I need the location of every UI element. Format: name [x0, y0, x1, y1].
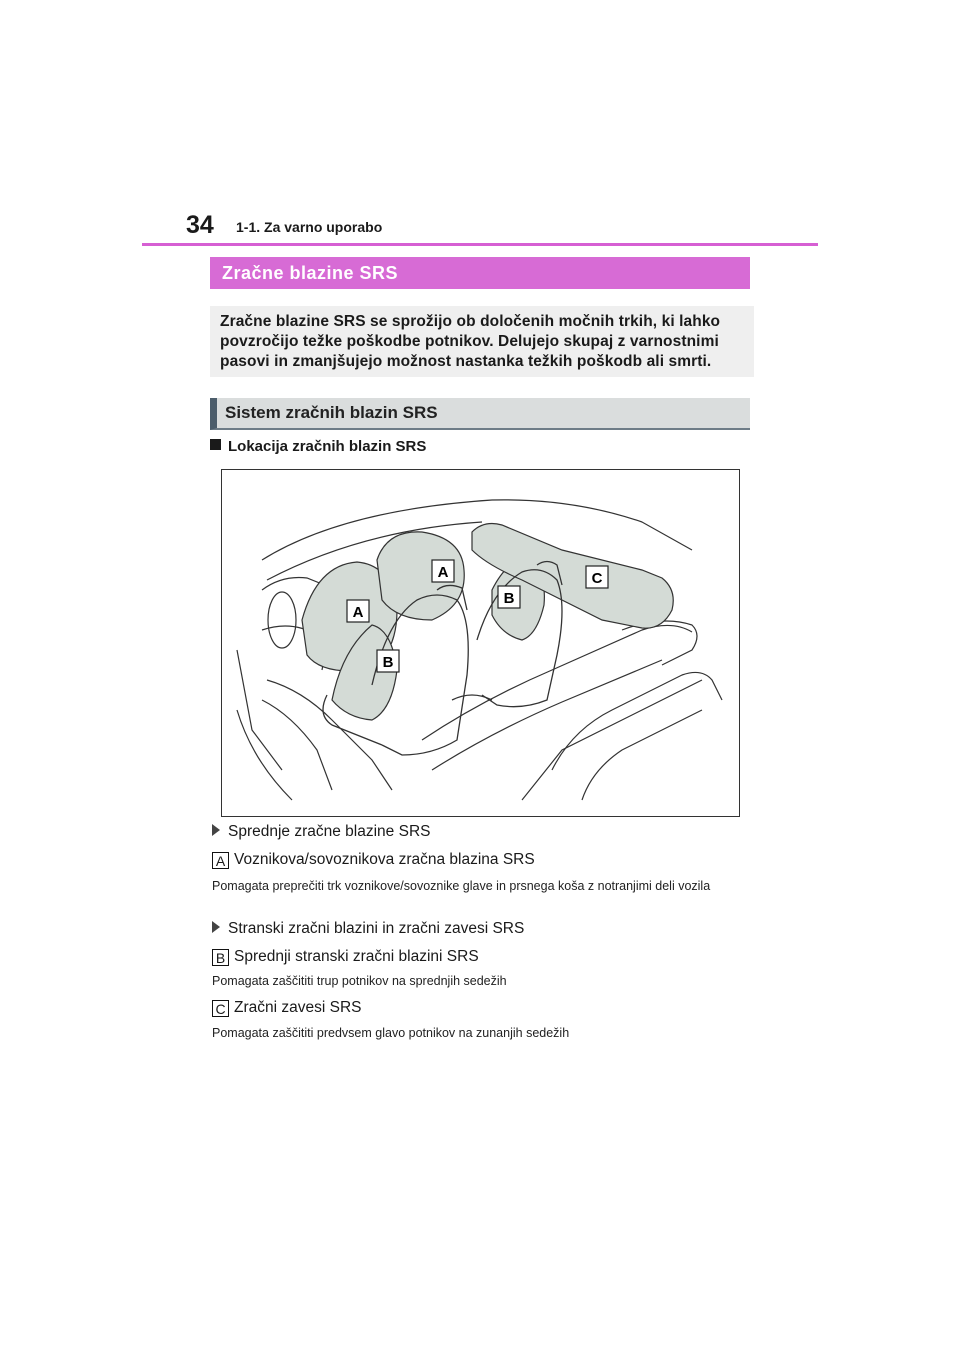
figure-label-passenger-side: B	[503, 590, 515, 607]
key-box-b: B	[212, 949, 229, 966]
figure-label-driver-front: A	[352, 604, 364, 621]
page-number: 34	[186, 211, 214, 239]
key-item-b-description: Pomagata zaščititi trup potnikov na sprednjih sedežih	[212, 974, 507, 988]
key-item-c	[212, 998, 361, 1018]
key-item-a-label: Voznikova/sovoznikova zračna blazina SRS	[234, 851, 535, 868]
key-box-a: A	[212, 852, 229, 869]
bullet-heading-label: Lokacija zračnih blazin SRS	[228, 438, 427, 455]
group-front-airbags	[212, 822, 430, 842]
key-item-a	[212, 850, 535, 870]
bullet-heading	[210, 437, 426, 457]
key-item-a-description: Pomagata preprečiti trk voznikove/sovoznike glave in prsnega koša z notranjimi deli vozila	[212, 879, 711, 893]
group-front-airbags-label: Sprednje zračne blazine SRS	[228, 823, 431, 840]
group-side-airbags-label: Stranski zračni blazini in zračni zavesi SRS	[228, 920, 525, 937]
triangle-bullet-icon	[212, 824, 220, 836]
triangle-bullet-icon	[212, 921, 220, 933]
key-item-c-label: Zračni zavesi SRS	[234, 999, 362, 1016]
chapter-title: 1-1. Za varno uporabo	[236, 219, 383, 235]
square-bullet-icon	[210, 439, 221, 450]
airbag-location-figure	[221, 469, 740, 817]
group-side-airbags	[212, 919, 524, 939]
figure-label-driver-side: B	[382, 654, 394, 671]
key-item-b	[212, 947, 479, 967]
section-title: Zračne blazine SRS	[210, 257, 750, 289]
subsection-title: Sistem zračnih blazin SRS	[210, 398, 750, 430]
header-rule	[142, 243, 818, 246]
key-item-c-description: Pomagata zaščititi predvsem glavo potnikov na zunanjih sedežih	[212, 1026, 570, 1040]
key-item-b-label: Sprednji stranski zračni blazini SRS	[234, 948, 479, 965]
intro-text: Zračne blazine SRS se sprožijo ob določenih močnih trkih, ki lahko povzročijo težke poškodbe potnikov. Delujejo skupaj z varnostnimi pasovi in zmanjšujejo možnost nastanka težkih poškodb ali smrti.	[210, 306, 754, 377]
figure-label-passenger-front: A	[437, 564, 449, 581]
figure-label-curtain: C	[591, 570, 603, 587]
car-interior-illustration	[222, 470, 739, 816]
key-box-c: C	[212, 1000, 229, 1017]
